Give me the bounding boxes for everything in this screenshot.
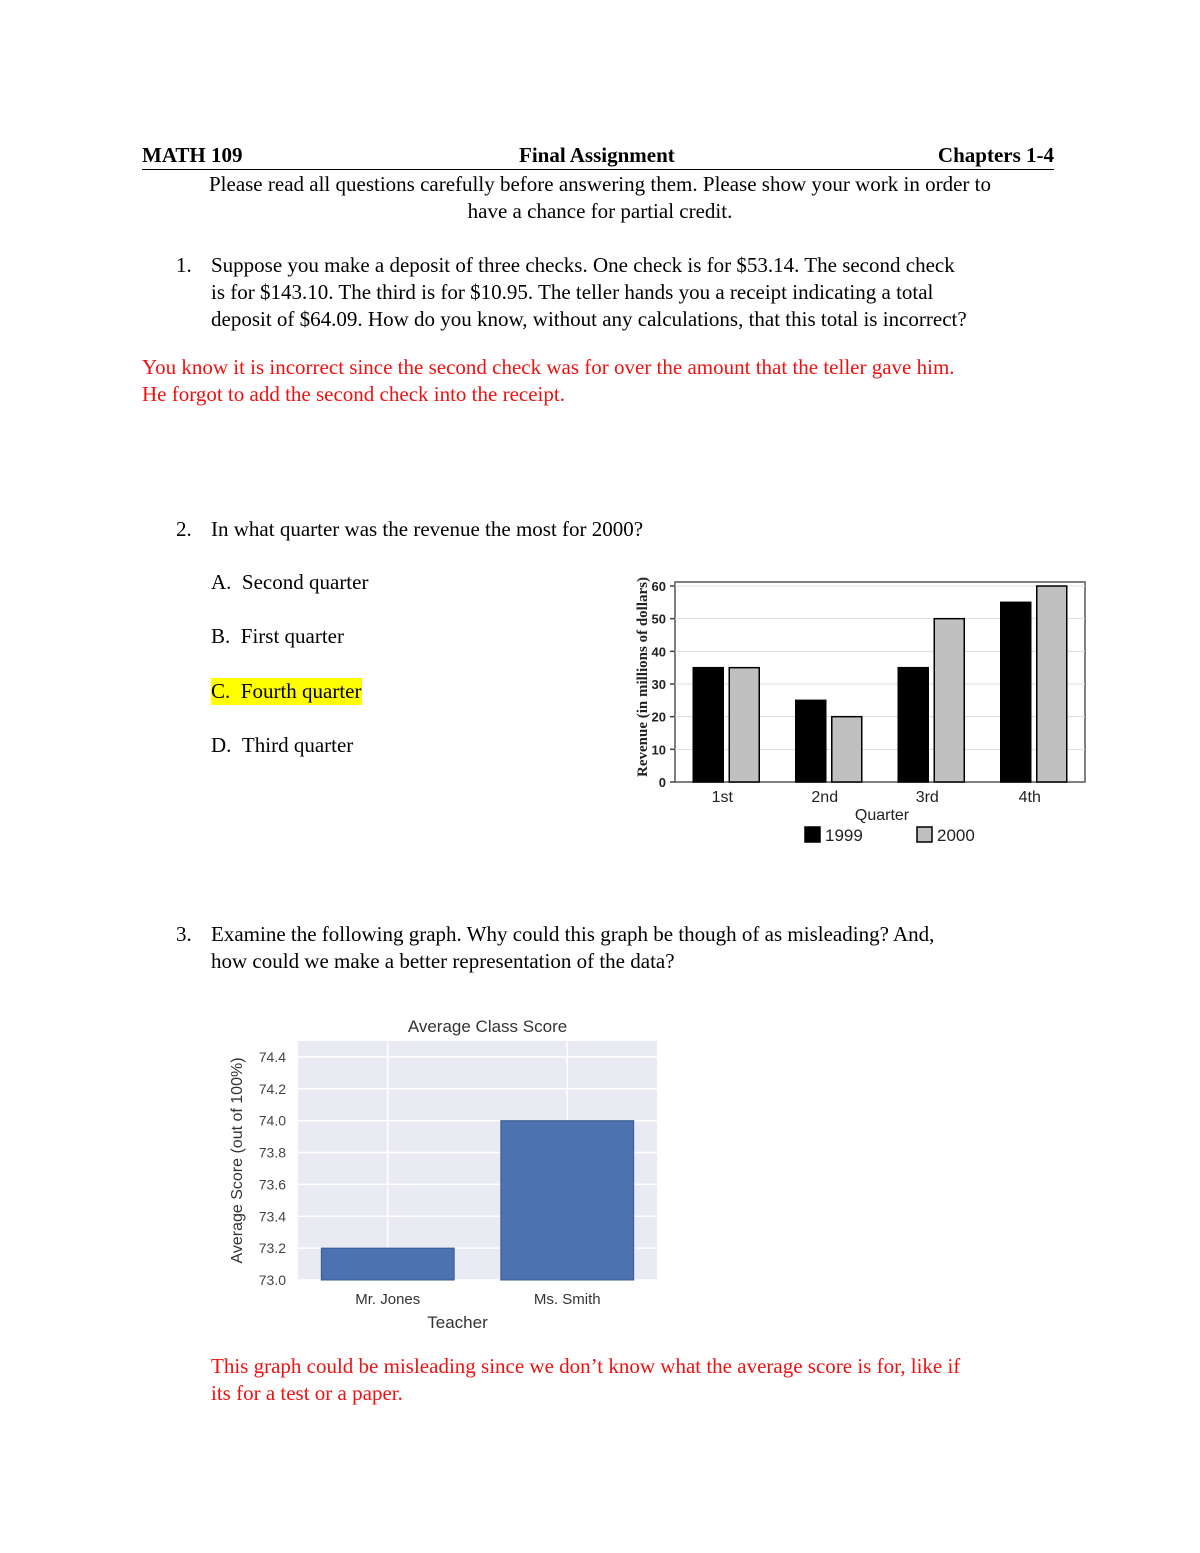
y-axis-label: Revenue (in millions of dollars) xyxy=(635,576,651,778)
y-tick-label: 40 xyxy=(651,644,666,660)
bar-mrjones xyxy=(321,1248,454,1280)
legend-label-1999: 1999 xyxy=(825,826,863,845)
y-tick-label: 74.4 xyxy=(258,1048,286,1065)
y-tick-label: 73.8 xyxy=(258,1144,286,1161)
q3-line-2: how could we make a better representation of the data? xyxy=(211,949,675,973)
q2-text: In what quarter was the revenue the most for 2000? xyxy=(211,517,644,541)
option-text: First quarter xyxy=(240,624,344,648)
x-axis-label: Quarter xyxy=(854,807,910,824)
q1-answer-line-1: You know it is incorrect since the second check was for over the amount that the teller gave him. xyxy=(142,355,955,379)
x-tick-label: 4th xyxy=(1018,789,1041,806)
q3-number: 3. xyxy=(176,922,192,946)
bar-mssmith xyxy=(501,1121,634,1280)
option-text: Fourth quarter xyxy=(240,679,362,703)
bar-1999-3rd xyxy=(898,668,928,782)
bar-1999-2nd xyxy=(796,700,826,782)
y-tick-label: 74.0 xyxy=(258,1112,286,1129)
option-letter: A. xyxy=(211,570,232,594)
y-axis-label: Average Score (out of 100%) xyxy=(229,1057,246,1264)
y-tick-label: 73.0 xyxy=(258,1272,286,1288)
y-tick-label: 10 xyxy=(651,742,666,758)
q2-number: 2. xyxy=(176,517,192,541)
x-tick-label: Mr. Jones xyxy=(355,1291,421,1308)
instructions-line-1: Please read all questions carefully before answering them. Please show your work in order to xyxy=(208,172,991,196)
bar-2000-2nd xyxy=(832,717,862,782)
bar-1999-4th xyxy=(1001,602,1031,782)
option-letter: B. xyxy=(211,624,231,648)
legend-label-2000: 2000 xyxy=(937,826,975,845)
page-header xyxy=(142,143,1054,170)
q2-option-b xyxy=(211,623,344,650)
x-tick-label: 3rd xyxy=(915,789,939,806)
average-score-chart xyxy=(220,1008,670,1336)
x-tick-label: 2nd xyxy=(811,789,839,806)
q1-answer-line-2: He forgot to add the second check into the receipt. xyxy=(142,382,565,406)
q2-option-d xyxy=(211,732,353,759)
chart-title: Average Class Score xyxy=(407,1017,568,1036)
legend-swatch-2000 xyxy=(917,827,932,842)
x-tick-label: Ms. Smith xyxy=(533,1291,601,1308)
q3-line-1: Examine the following graph. Why could this graph be though of as misleading? And, xyxy=(211,922,935,946)
course-code: MATH 109 xyxy=(142,143,243,167)
bar-2000-4th xyxy=(1037,586,1067,782)
bar-2000-3rd xyxy=(934,619,964,782)
y-tick-label: 73.2 xyxy=(258,1240,286,1257)
q1-number: 1. xyxy=(176,253,192,277)
q1-line-2: is for $143.10. The third is for $10.95. The teller hands you a receipt indicating a total xyxy=(211,280,934,304)
y-tick-label: 73.6 xyxy=(258,1176,286,1193)
y-tick-label: 74.2 xyxy=(258,1080,286,1097)
bar-1999-1st xyxy=(693,668,723,782)
q3-answer-line-1: This graph could be misleading since we don’t know what the average score is for, like if xyxy=(211,1354,961,1378)
assignment-title: Final Assignment xyxy=(519,143,675,167)
option-text: Second quarter xyxy=(241,570,369,594)
chapters-label: Chapters 1-4 xyxy=(937,143,1054,167)
q3-answer-line-2: its for a test or a paper. xyxy=(211,1381,403,1405)
q2-option-c-highlighted xyxy=(211,678,362,705)
q1-line-1: Suppose you make a deposit of three checks. One check is for $53.14. The second check xyxy=(211,253,955,277)
y-tick-label: 30 xyxy=(651,677,666,692)
x-tick-label: 1st xyxy=(711,789,733,806)
y-tick-label: 73.4 xyxy=(258,1208,286,1225)
option-letter: C. xyxy=(211,679,231,703)
revenue-chart xyxy=(610,560,1100,850)
x-axis-label: Teacher xyxy=(427,1313,488,1332)
q2-option-a xyxy=(211,569,368,596)
option-text: Third quarter xyxy=(241,733,354,757)
y-tick-label: 50 xyxy=(651,611,666,627)
y-tick-label: 60 xyxy=(651,579,666,594)
instructions-line-2: have a chance for partial credit. xyxy=(467,199,733,223)
y-tick-label: 20 xyxy=(651,709,666,725)
y-tick-label: 0 xyxy=(658,775,666,790)
bar-2000-1st xyxy=(729,668,759,782)
q1-line-3: deposit of $64.09. How do you know, without any calculations, that this total is incorrect? xyxy=(211,307,967,331)
legend-swatch-1999 xyxy=(805,827,820,842)
option-letter: D. xyxy=(211,733,232,757)
